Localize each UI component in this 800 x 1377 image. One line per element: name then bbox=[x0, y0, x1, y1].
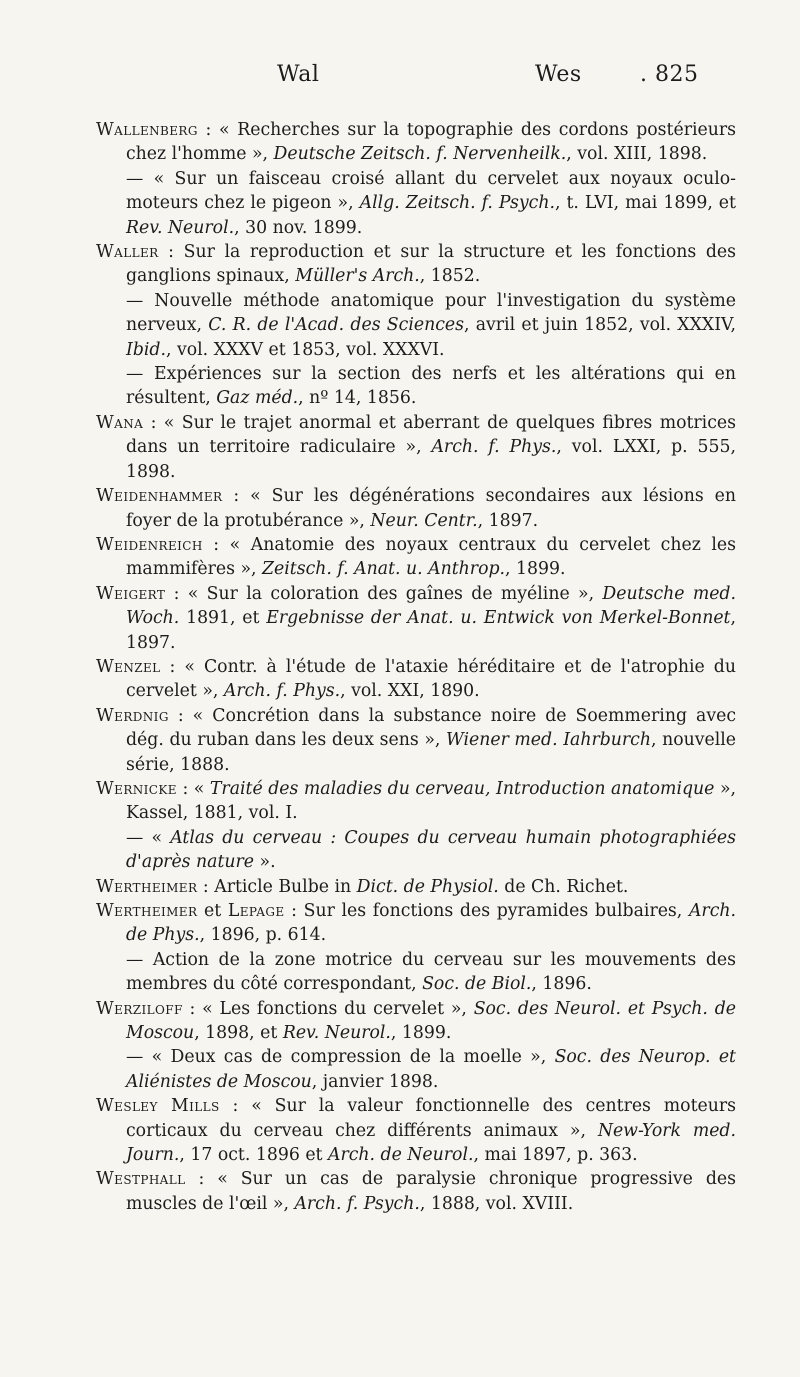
author-name: Wernicke bbox=[96, 778, 177, 799]
author-name: Wertheimer bbox=[96, 901, 198, 921]
source-title: Zeitsch. f. Anat. u. Anthrop. bbox=[262, 559, 506, 580]
entry-tail: de Ch. Richet. bbox=[498, 876, 629, 897]
entry-text: : « Sur la valeur fonctionnelle des centres moteurs corticaux du cerveau chez différents animaux », bbox=[126, 1096, 737, 1141]
entry-text: : Sur la reproduction et sur la structure et les fonctions des ganglions spinaux, bbox=[126, 242, 736, 287]
source-title: Deutsche med. Woch. bbox=[126, 583, 736, 629]
entry-text: — « Sur un faisceau croisé allant du cervelet aux noyaux oculo-moteurs chez le pigeon », bbox=[126, 168, 736, 214]
entry-tail: ». bbox=[254, 852, 276, 873]
entry-text: — « Deux cas de compression de la moelle », bbox=[126, 1047, 555, 1068]
bib-sub-entry bbox=[96, 289, 736, 362]
bibliography-list bbox=[96, 118, 736, 1216]
source-title: Arch. f. Phys. bbox=[431, 437, 557, 458]
bib-entry bbox=[96, 704, 736, 777]
author-name: Weidenreich bbox=[96, 534, 203, 555]
entry-text: : « Contr. à l'étude de l'ataxie héréditaire et de l'atrophie du cervelet », bbox=[126, 656, 736, 702]
author-name: Weidenhammer bbox=[96, 486, 223, 507]
entry-text: : « Les fonctions du cervelet », bbox=[182, 998, 474, 1019]
entry-text: et bbox=[197, 901, 228, 921]
source-title: C. R. de l'Acad. des Sciences bbox=[208, 315, 464, 336]
entry-tail: , 1896, p. 614. bbox=[199, 925, 327, 946]
entry-tail: , 1896. bbox=[531, 974, 592, 995]
bib-sub-entry bbox=[96, 362, 736, 411]
bib-entry bbox=[96, 1167, 736, 1216]
source-title: New-York med. Journ. bbox=[126, 1120, 736, 1166]
entry-mid: , avril et juin 1852, vol. XXXIV, bbox=[463, 315, 736, 336]
bib-entry bbox=[96, 582, 736, 655]
entry-tail: , vol. XXXV et 1853, vol. XXXVI. bbox=[165, 339, 445, 360]
entry-tail: , 1897. bbox=[126, 608, 737, 653]
entry-tail: », Kassel, 1881, vol. I. bbox=[126, 778, 737, 824]
bib-entry bbox=[96, 484, 736, 533]
entry-mid: , t. LVI, mai 1899, et bbox=[554, 193, 736, 214]
entry-text: : « Sur le trajet anormal et aberrant de quelques fibres motrices dans un territoire radiculaire », bbox=[126, 412, 736, 458]
entry-tail: , nouvelle série, 1888. bbox=[126, 730, 737, 775]
entry-tail: , 1897. bbox=[477, 510, 539, 531]
source-title: Allg. Zeitsch. f. Psych. bbox=[359, 193, 555, 214]
entry-text: : « Recherches sur la topographie des cordons postérieurs chez l'homme », bbox=[126, 120, 736, 165]
source-title: Arch. f. Psych. bbox=[294, 1193, 420, 1214]
entry-tail: , 1852. bbox=[419, 266, 481, 287]
entry-text: : Article Bulbe in bbox=[197, 876, 357, 897]
entry-text: — Action de la zone motrice du cerveau sur les mouvements des membres du côté correspondant, bbox=[126, 949, 736, 995]
source-title-2: Arch. de Neurol. bbox=[327, 1145, 474, 1166]
entry-tail: , janvier 1898. bbox=[311, 1071, 439, 1092]
bib-entry bbox=[96, 997, 736, 1046]
author-name-2: Lepage bbox=[227, 901, 285, 921]
source-title: Atlas du cerveau : Coupes du cerveau humain photographiées d'après nature bbox=[126, 827, 736, 873]
entry-tail: , 1899. bbox=[390, 1023, 452, 1044]
entry-tail: , vol. LXXI, p. 555, 1898. bbox=[126, 437, 737, 482]
source-title: Soc. de Biol. bbox=[422, 974, 532, 995]
source-title: Gaz méd. bbox=[216, 388, 299, 409]
source-title: Arch. de Phys. bbox=[126, 901, 736, 946]
bib-sub-entry bbox=[96, 1045, 736, 1094]
author-name: Werdnig bbox=[96, 705, 169, 726]
entry-text: — Nouvelle méthode anatomique pour l'investigation du système nerveux, bbox=[126, 290, 736, 336]
entry-mid: 1891, et bbox=[179, 608, 267, 629]
source-title: Soc. des Neurol. et Psych. de Moscou bbox=[126, 998, 736, 1044]
author-name: Waller bbox=[96, 242, 159, 263]
bib-sub-entry bbox=[96, 826, 736, 875]
source-title: Deutsche Zeitsch. f. Nervenheilk. bbox=[273, 144, 567, 165]
page-number: . 825 bbox=[640, 62, 699, 87]
entry-text: : « Concrétion dans la substance noire de Soemmering avec dég. du ruban dans les deux sens », bbox=[126, 705, 736, 751]
author-name: Wesley Mills bbox=[96, 1096, 220, 1117]
source-title: Dict. de Physiol. bbox=[356, 876, 499, 897]
bib-entry bbox=[96, 118, 736, 167]
running-header bbox=[0, 62, 800, 94]
source-title: Soc. des Neurop. et Aliénistes de Moscou bbox=[126, 1047, 736, 1092]
entry-text: : « Sur un cas de paralysie chronique progressive des muscles de l'œil », bbox=[126, 1169, 736, 1214]
author-name: Weigert bbox=[96, 583, 166, 604]
entry-tail: , 1899. bbox=[505, 559, 566, 580]
source-title: Müller's Arch. bbox=[295, 266, 420, 287]
author-name: Wana bbox=[96, 412, 144, 433]
bib-entry bbox=[96, 533, 736, 582]
bib-entry bbox=[96, 875, 736, 899]
entry-text: — Expériences sur la section des nerfs et les altérations qui en résultent, bbox=[126, 364, 736, 409]
entry-text: : « Sur la coloration des gaînes de myéline », bbox=[165, 583, 603, 604]
bib-entry bbox=[96, 655, 736, 704]
author-name: Wallenberg bbox=[96, 120, 198, 140]
entry-text: : « Anatomie des noyaux centraux du cervelet chez les mammifères », bbox=[126, 534, 736, 580]
bib-entry bbox=[96, 240, 736, 289]
source-title-2: Rev. Neurol. bbox=[126, 217, 235, 238]
entry-tail: , vol. XIII, 1898. bbox=[566, 144, 708, 165]
entry-tail: , 30 nov. 1899. bbox=[234, 217, 363, 238]
entry-text: — « bbox=[126, 827, 171, 848]
source-title: Traité des maladies du cerveau, Introduction anatomique bbox=[209, 778, 715, 799]
author-name: Werziloff bbox=[96, 998, 183, 1019]
entry-text-2: : Sur les fonctions des pyramides bulbaires, bbox=[284, 901, 689, 921]
source-title: Wiener med. Iahrburch bbox=[446, 730, 651, 751]
entry-tail: , nº 14, 1856. bbox=[298, 388, 417, 409]
bib-entry bbox=[96, 777, 736, 826]
author-name: Westphall bbox=[96, 1169, 186, 1190]
bib-entry bbox=[96, 1094, 736, 1167]
header-center-word: Wes bbox=[535, 62, 582, 87]
bib-sub-entry bbox=[96, 948, 736, 997]
source-title-2: Ergebnisse der Anat. u. Entwick von Merkel-Bonnet bbox=[266, 608, 731, 629]
entry-text: : « bbox=[176, 778, 210, 799]
entry-tail: , 1888, vol. XVIII. bbox=[419, 1193, 574, 1214]
entry-tail: , mai 1897, p. 363. bbox=[473, 1145, 638, 1166]
entry-text: : « Sur les dégénérations secondaires aux lésions en foyer de la protubérance », bbox=[126, 486, 736, 531]
entry-mid: , 17 oct. 1896 et bbox=[179, 1145, 328, 1166]
entry-tail: , vol. XXI, 1890. bbox=[340, 681, 480, 702]
bib-sub-entry bbox=[96, 167, 736, 240]
author-name: Wertheimer bbox=[96, 876, 198, 897]
entry-mid: , 1898, et bbox=[194, 1023, 283, 1044]
bib-entry bbox=[96, 411, 736, 484]
source-title-2: Ibid. bbox=[126, 339, 166, 360]
author-name: Wenzel bbox=[96, 656, 161, 677]
source-title: Neur. Centr. bbox=[370, 510, 478, 531]
source-title: Arch. f. Phys. bbox=[223, 681, 341, 702]
bib-entry bbox=[96, 899, 736, 948]
source-title-2: Rev. Neurol. bbox=[282, 1023, 391, 1044]
header-left-word: Wal bbox=[277, 62, 320, 87]
